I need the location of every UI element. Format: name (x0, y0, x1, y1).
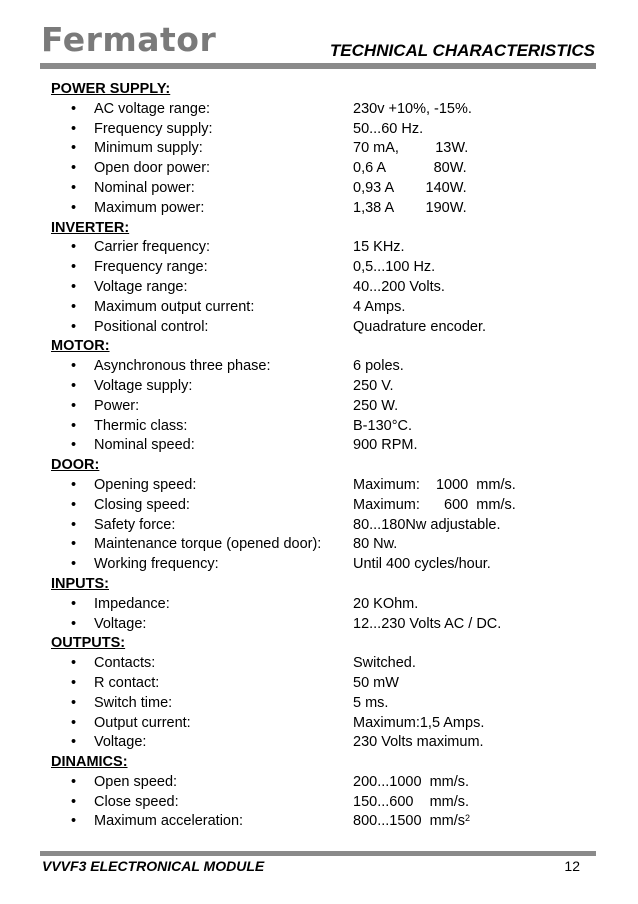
spec-value (353, 714, 484, 734)
spec-value-text: Quadrature encoder. (353, 318, 487, 335)
spec-item (51, 654, 596, 674)
bullet-icon: • (71, 298, 77, 315)
bullet-icon: • (71, 259, 77, 276)
spec-item (51, 238, 596, 258)
bullet-icon: • (71, 694, 77, 711)
spec-value-text: 150...600 mm/s. (353, 793, 470, 810)
spec-value-text: Switched. (353, 655, 416, 672)
spec-value-text: 800...1500 mm/s (353, 813, 466, 830)
spec-item (51, 436, 596, 456)
spec-label: Maximum power: (94, 199, 205, 216)
bullet-icon: • (71, 160, 77, 177)
spec-item (51, 773, 596, 793)
spec-value (353, 357, 404, 377)
spec-value (353, 615, 501, 635)
bullet-icon: • (71, 476, 77, 493)
spec-label: Power: (94, 397, 140, 414)
bullet-icon: • (71, 140, 77, 157)
spec-value (353, 278, 445, 298)
spec-item (51, 357, 596, 377)
bullet-icon: • (71, 536, 77, 553)
spec-label: Thermic class: (94, 417, 188, 434)
spec-label: Working frequency: (94, 556, 219, 573)
spec-label: Carrier frequency: (94, 239, 211, 256)
spec-value (353, 674, 399, 694)
bullet-icon: • (71, 278, 77, 295)
spec-value (353, 159, 467, 179)
spec-value-superscript: 2 (465, 813, 471, 824)
bullet-icon: • (71, 417, 77, 434)
bullet-icon: • (71, 655, 77, 672)
spec-label: Voltage supply: (94, 377, 193, 394)
bullet-icon: • (71, 556, 77, 573)
spec-label: Maximum output current: (94, 298, 255, 315)
spec-value (353, 318, 486, 338)
spec-label: AC voltage range: (94, 100, 211, 117)
spec-value (353, 773, 469, 793)
spec-value-text: 200...1000 mm/s. (353, 773, 470, 790)
spec-value-text: 0,6 A 80W. (353, 160, 467, 177)
spec-value (353, 258, 435, 278)
spec-value-text: 70 mA, 13W. (353, 140, 469, 157)
spec-label: Voltage range: (94, 278, 188, 295)
spec-item (51, 397, 596, 417)
bullet-icon: • (71, 793, 77, 810)
spec-item (51, 159, 596, 179)
spec-value-text: 20 KOhm. (353, 595, 419, 612)
spec-label: Minimum supply: (94, 140, 203, 157)
bullet-icon: • (71, 358, 77, 375)
fermator-logo: Fermator (41, 20, 217, 59)
spec-item (51, 595, 596, 615)
spec-value (353, 694, 388, 714)
header-divider (40, 63, 596, 69)
spec-value (353, 199, 467, 219)
spec-value (353, 535, 397, 555)
spec-item (51, 258, 596, 278)
spec-item (51, 674, 596, 694)
bullet-icon: • (71, 100, 77, 117)
spec-label: Open speed: (94, 773, 178, 790)
spec-item (51, 812, 596, 832)
section-title: INPUTS: (51, 575, 109, 592)
spec-item (51, 733, 596, 753)
footer-module-name: VVVF3 ELECTRONICAL MODULE (42, 858, 265, 874)
page-number: 12 (564, 858, 580, 874)
spec-label: Open door power: (94, 160, 211, 177)
spec-item (51, 377, 596, 397)
spec-value (353, 654, 416, 674)
section-title: OUTPUTS: (51, 635, 126, 652)
bullet-icon: • (71, 239, 77, 256)
spec-label: Maintenance torque (opened door): (94, 536, 322, 553)
spec-value-text: Maximum:1,5 Amps. (353, 714, 485, 731)
spec-value (353, 595, 418, 615)
spec-item (51, 278, 596, 298)
spec-value-text: 900 RPM. (353, 437, 418, 454)
spec-item (51, 476, 596, 496)
spec-item (51, 298, 596, 318)
spec-label: Switch time: (94, 694, 173, 711)
bullet-icon: • (71, 179, 77, 196)
bullet-icon: • (71, 674, 77, 691)
spec-value-text: 1,38 A 190W. (353, 199, 467, 216)
section-title: INVERTER: (51, 219, 130, 236)
spec-item (51, 179, 596, 199)
spec-value (353, 139, 468, 159)
spec-item (51, 793, 596, 813)
spec-label: Voltage: (94, 734, 147, 751)
spec-value (353, 238, 405, 258)
bullet-icon: • (71, 377, 77, 394)
spec-value-text: 12...230 Volts AC / DC. (353, 615, 502, 632)
spec-value-text: 50...60 Hz. (353, 120, 424, 137)
spec-value-text: 50 mW (353, 674, 399, 691)
spec-value-text: 80 Nw. (353, 536, 398, 553)
spec-label: Frequency supply: (94, 120, 213, 137)
spec-value-text: 40...200 Volts. (353, 278, 445, 295)
spec-value-text: 4 Amps. (353, 298, 406, 315)
spec-value-text: Maximum: 600 mm/s. (353, 496, 516, 513)
spec-item (51, 139, 596, 159)
spec-value (353, 179, 467, 199)
spec-value (353, 516, 501, 536)
spec-content (51, 80, 596, 832)
section-title: POWER SUPPLY: (51, 81, 171, 97)
bullet-icon: • (71, 437, 77, 454)
spec-value (353, 120, 423, 140)
spec-value (353, 812, 470, 832)
spec-value-text: B-130°C. (353, 417, 412, 434)
spec-item (51, 100, 596, 120)
spec-label: Maximum acceleration: (94, 813, 244, 830)
spec-item (51, 694, 596, 714)
spec-value-text: 230 Volts maximum. (353, 734, 484, 751)
bullet-icon: • (71, 318, 77, 335)
section-title: DOOR: (51, 457, 100, 474)
bullet-icon: • (71, 516, 77, 533)
spec-value-text: Maximum: 1000 mm/s. (353, 476, 516, 493)
spec-label: Frequency range: (94, 259, 208, 276)
bullet-icon: • (71, 773, 77, 790)
bullet-icon: • (71, 595, 77, 612)
spec-item (51, 318, 596, 338)
page-title: TECHNICAL CHARACTERISTICS (329, 41, 595, 60)
spec-value-text: 250 V. (353, 377, 394, 394)
spec-label: Asynchronous three phase: (94, 358, 271, 375)
spec-value-text: 15 KHz. (353, 239, 405, 256)
spec-value-text: 5 ms. (353, 694, 389, 711)
spec-value (353, 377, 394, 397)
spec-value (353, 555, 491, 575)
spec-value-text: 230v +10%, -15%. (353, 100, 472, 117)
spec-label: Impedance: (94, 595, 170, 612)
spec-item (51, 417, 596, 437)
section-title: MOTOR: (51, 338, 110, 355)
spec-value (353, 496, 516, 516)
bullet-icon: • (71, 813, 77, 830)
spec-value (353, 397, 398, 417)
spec-value (353, 417, 412, 437)
spec-value-text: 80...180Nw adjustable. (353, 516, 501, 533)
spec-item (51, 199, 596, 219)
spec-item (51, 535, 596, 555)
bullet-icon: • (71, 120, 77, 137)
spec-value-text: 0,5...100 Hz. (353, 259, 436, 276)
spec-label: Nominal speed: (94, 437, 195, 454)
spec-label: Safety force: (94, 516, 176, 533)
spec-label: Positional control: (94, 318, 209, 335)
spec-item (51, 496, 596, 516)
spec-item (51, 555, 596, 575)
spec-label: Closing speed: (94, 496, 190, 513)
spec-value-text: 0,93 A 140W. (353, 179, 467, 196)
spec-value (353, 100, 472, 120)
spec-value (353, 436, 417, 456)
spec-label: Nominal power: (94, 179, 195, 196)
spec-item (51, 516, 596, 536)
spec-label: Close speed: (94, 793, 179, 810)
bullet-icon: • (71, 714, 77, 731)
spec-label: Contacts: (94, 655, 156, 672)
spec-value-text: Until 400 cycles/hour. (353, 556, 491, 573)
spec-value (353, 733, 484, 753)
bullet-icon: • (71, 496, 77, 513)
spec-item (51, 120, 596, 140)
spec-item (51, 714, 596, 734)
spec-value (353, 298, 405, 318)
spec-value-text: 6 poles. (353, 358, 404, 375)
spec-value (353, 476, 516, 496)
spec-value (353, 793, 469, 813)
bullet-icon: • (71, 397, 77, 414)
spec-label: R contact: (94, 674, 160, 691)
section-title: DINAMICS: (51, 754, 128, 771)
spec-label: Output current: (94, 714, 191, 731)
bullet-icon: • (71, 615, 77, 632)
spec-item (51, 615, 596, 635)
bullet-icon: • (71, 734, 77, 751)
bullet-icon: • (71, 199, 77, 216)
spec-label: Opening speed: (94, 476, 197, 493)
spec-label: Voltage: (94, 615, 147, 632)
spec-value-text: 250 W. (353, 397, 399, 414)
footer-divider (40, 851, 596, 856)
